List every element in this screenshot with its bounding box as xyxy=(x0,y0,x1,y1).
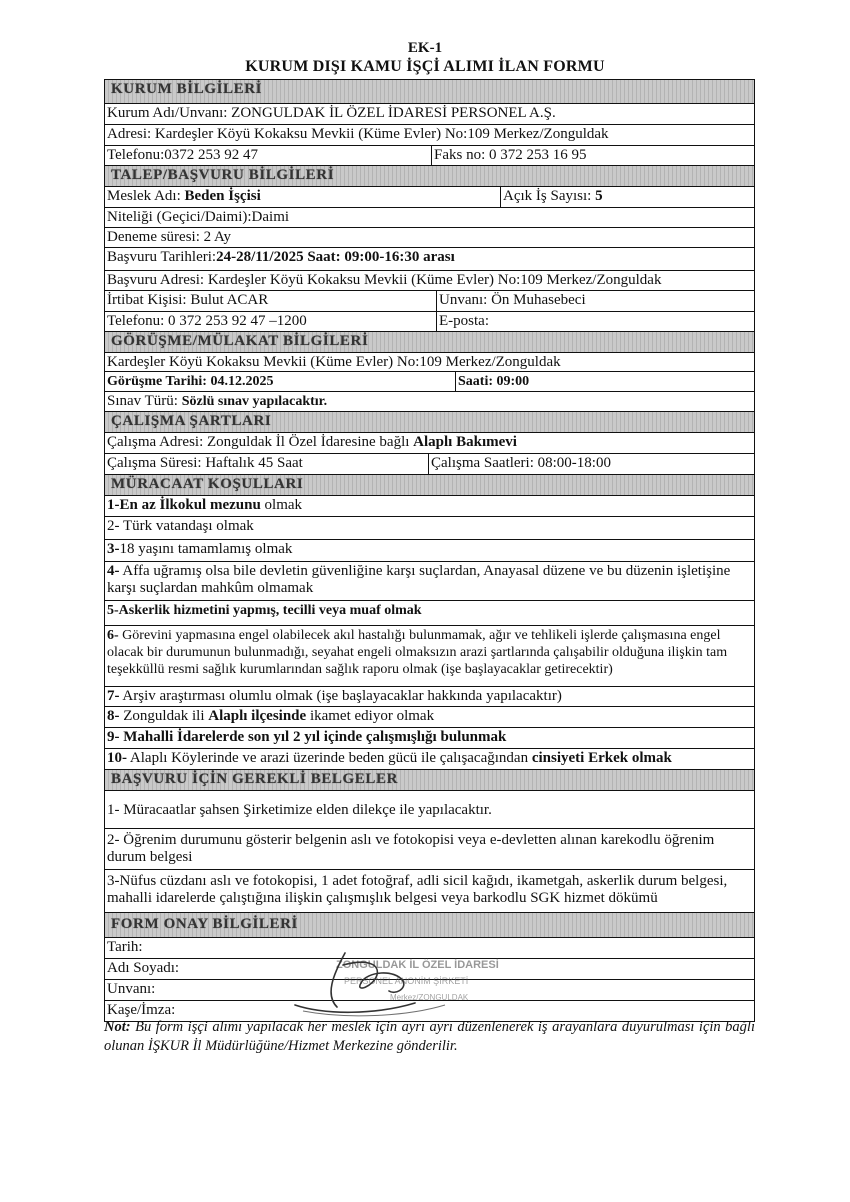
talep-probation-row: Deneme süresi: 2 Ay xyxy=(105,228,754,248)
occupation: Meslek Adı: Beden İşçisi xyxy=(107,188,261,204)
application-dates: 24-28/11/2025 Saat: 09:00-16:30 arası xyxy=(216,249,455,265)
kurum-address-row: Adresi: Kardeşler Köyü Kokaksu Mevkii (Küme Evler) No:109 Merkez/Zonguldak xyxy=(105,125,754,146)
kurum-contact-row xyxy=(105,146,754,166)
document-code: EK-1 xyxy=(407,40,443,56)
talep-occupation-row xyxy=(105,187,754,208)
work-duration: Çalışma Süresi: Haftalık 45 Saat xyxy=(107,455,303,471)
stamp-line-3: Merkez/ZONGULDAK xyxy=(390,993,469,1002)
condition-1: 1-En az İlkokul mezunu olmak xyxy=(105,496,754,517)
condition-9: 9- Mahalli İdarelerde son yıl 2 yıl içinde çalışmışlığı bulunmak xyxy=(105,728,754,749)
announcement-form xyxy=(104,79,755,1022)
document-title: KURUM DIŞI KAMU İŞÇİ ALIMI İLAN FORMU xyxy=(245,58,605,75)
condition-5: 5-Askerlik hizmetini yapmış, tecilli veya muaf olmak xyxy=(105,601,754,626)
document-1: 1- Müracaatlar şahsen Şirketimize elden dilekçe ile yapılacaktır. xyxy=(105,791,754,829)
stamp-line-2: PERSONEL ANONİM ŞİRKETİ xyxy=(344,976,469,986)
gorusme-address-row: Kardeşler Köyü Kokaksu Mevkii (Küme Evler) No:109 Merkez/Zonguldak xyxy=(105,353,754,372)
note-label: Not: xyxy=(104,1019,131,1035)
interview-date: Görüşme Tarihi: 04.12.2025 xyxy=(107,374,274,389)
talep-contact-person-row xyxy=(105,291,754,312)
kurum-name-row: Kurum Adı/Unvanı: ZONGULDAK İL ÖZEL İDARESİ PERSONEL A.Ş. xyxy=(105,104,754,125)
kurum-fax: Faks no: 0 372 253 16 95 xyxy=(431,146,754,165)
approval-seal-row: Kaşe/İmza: xyxy=(107,1002,176,1018)
condition-6: 6- Görevini yapmasına engel olabilecek akıl hastalığı bulunmamak, ağır ve tehlikeli işlerde çalışmasına engel olacak bir durumunun bulunmadığı, seyahat engeli olmaksızın arazi şartlarında çalışabilir olduğuna ilişkin tam teşekküllü resmi sağlık kurumlarından sağlık raporu olmak (işe başlayacaklar getirecektir) xyxy=(105,626,754,687)
stamp-line-1: ZONGULDAK İL ÖZEL İDARESİ xyxy=(336,959,499,971)
contact-person: İrtibat Kişisi: Bulut ACAR xyxy=(107,292,269,308)
kurum-phone: Telefonu:0372 253 92 47 xyxy=(107,147,259,163)
section-header-calisma: ÇALIŞMA ŞARTLARI xyxy=(105,412,754,433)
contact-title: Unvanı: Ön Muhasebeci xyxy=(436,291,754,311)
talep-phone-row xyxy=(105,312,754,332)
condition-8: 8- Zonguldak ili Alaplı ilçesinde ikamet ediyor olmak xyxy=(105,707,754,728)
calisma-hours-row xyxy=(105,454,754,475)
condition-2: 2- Türk vatandaşı olmak xyxy=(105,517,754,540)
approval-name-row: Adı Soyadı: xyxy=(105,959,754,980)
document-3: 3-Nüfus cüzdanı aslı ve fotokopisi, 1 adet fotoğraf, adli sicil kağıdı, ikametgah, askerlik durum belgesi, mahalli idarelerde çalıştığına ilişkin çalışmışlık belgesi veya barkodlu SGK hizmet dökümü xyxy=(105,870,754,913)
section-header-gorusme: GÖRÜŞME/MÜLAKAT BİLGİLERİ xyxy=(105,332,754,353)
condition-3: 3-18 yaşını tamamlamış olmak xyxy=(105,540,754,562)
section-header-belgeler: BAŞVURU İÇİN GEREKLİ BELGELER xyxy=(105,770,754,791)
interview-time: Saati: 09:00 xyxy=(455,372,754,391)
document-2: 2- Öğrenim durumunu gösterir belgenin aslı ve fotokopisi veya e-devletten alınan karekodlu öğrenim durum belgesi xyxy=(105,829,754,870)
condition-7: 7- Arşiv araştırması olumlu olmak (işe başlayacaklar hakkında yapılacaktır) xyxy=(105,687,754,707)
condition-10: 10- Alaplı Köylerinde ve arazi üzerinde beden gücü ile çalışacağından cinsiyeti Erkek olmak xyxy=(105,749,754,770)
section-header-kurum: KURUM BİLGİLERİ xyxy=(105,80,754,104)
approval-date-row: Tarih: xyxy=(105,938,754,959)
footer-note xyxy=(104,1018,755,1056)
gorusme-type-row: Sınav Türü: Sözlü sınav yapılacaktır. xyxy=(105,392,754,412)
contact-email: E-posta: xyxy=(436,312,754,331)
section-header-talep: TALEP/BAŞVURU BİLGİLERİ xyxy=(105,166,754,187)
section-header-muracaat: MÜRACAAT KOŞULLARI xyxy=(105,475,754,496)
talep-nature-row: Niteliği (Geçici/Daimi):Daimi xyxy=(105,208,754,228)
talep-dates-row: Başvuru Tarihleri:24-28/11/2025 Saat: 09:00-16:30 arası xyxy=(105,248,754,271)
approval-title-row: Unvanı: xyxy=(105,980,754,1001)
open-positions: Açık İş Sayısı: 5 xyxy=(500,187,754,207)
contact-phone: Telefonu: 0 372 253 92 47 –1200 xyxy=(107,313,307,329)
calisma-address-row: Çalışma Adresi: Zonguldak İl Özel İdaresine bağlı Alaplı Bakımevi xyxy=(105,433,754,454)
talep-address-row: Başvuru Adresi: Kardeşler Köyü Kokaksu Mevkii (Küme Evler) No:109 Merkez/Zonguldak xyxy=(105,271,754,291)
gorusme-date-row xyxy=(105,372,754,392)
condition-4: 4- Affa uğramış olsa bile devletin güvenliğine karşı suçlardan, Anayasal düzene ve bu düzenin işletişine karşı suçlardan mahkûm olmamak xyxy=(105,562,754,601)
note-text: Bu form işçi alımı yapılacak her meslek için ayrı ayrı düzenlenerek iş arayanlara duyurulması için bağlı olunan İŞKUR İl Müdürlüğüne/Hizmet Merkezine gönderilir. xyxy=(104,1019,755,1054)
section-header-onay: FORM ONAY BİLGİLERİ xyxy=(105,913,754,938)
work-hours: Çalışma Saatleri: 08:00-18:00 xyxy=(428,454,754,474)
